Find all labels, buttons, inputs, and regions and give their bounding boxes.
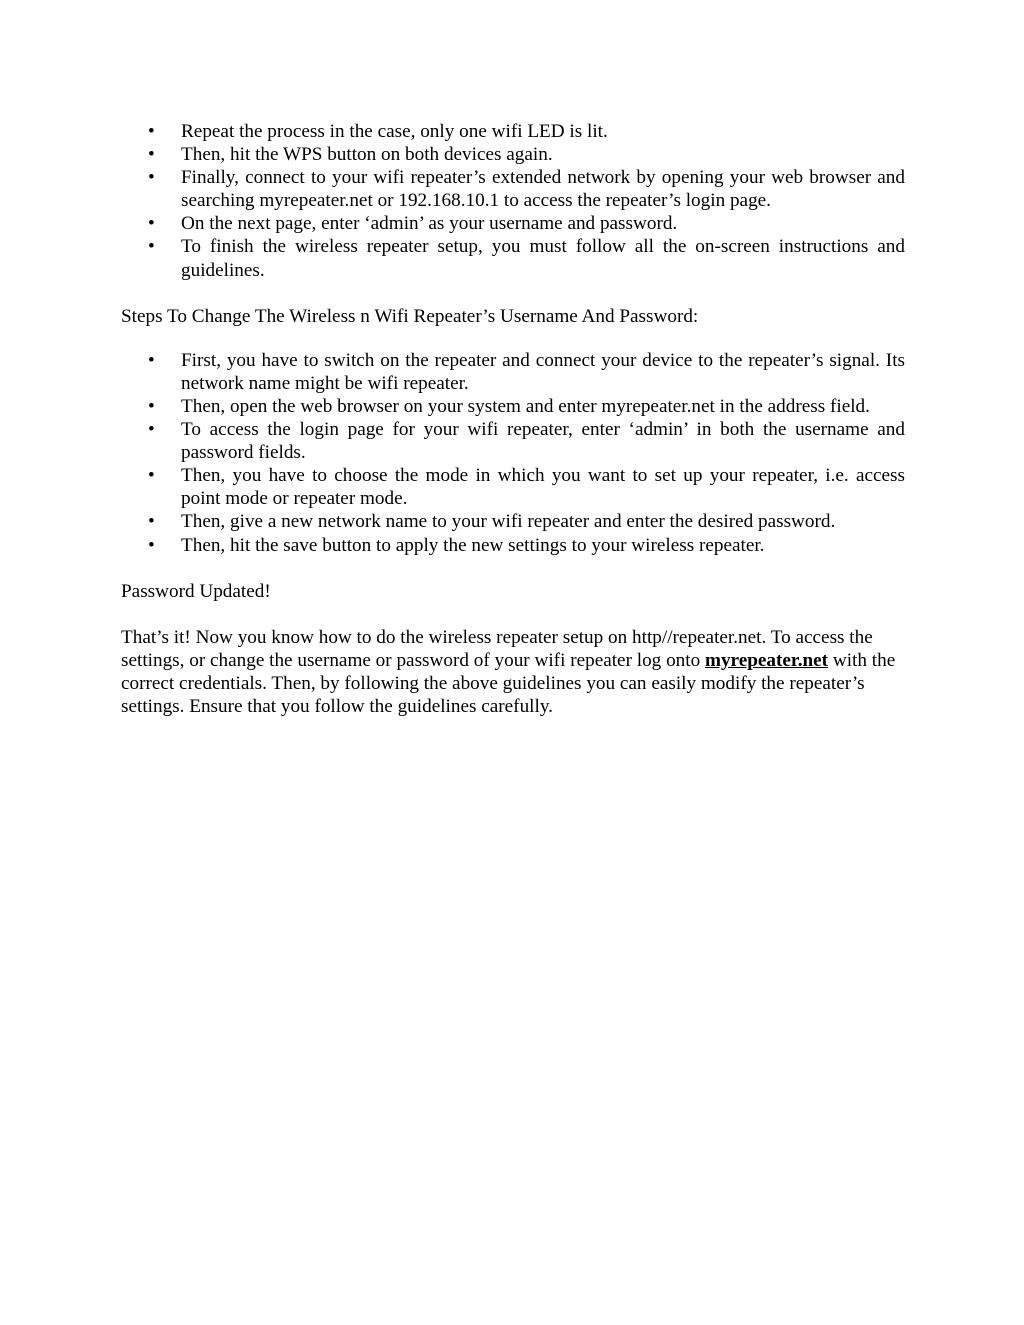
list-item-text: Finally, connect to your wifi repeater’s extended network by opening your web browser and searching myrepeater.net or 192.168.10.1 to access the repeater’s login page. bbox=[181, 167, 905, 212]
list-item-text: Repeat the process in the case, only one wifi LED is lit. bbox=[181, 121, 608, 142]
list-item bbox=[121, 166, 905, 212]
list-item-text: First, you have to switch on the repeater and connect your device to the repeater’s signal. Its network name might be wifi repeater. bbox=[181, 349, 905, 394]
bullet-list-setup bbox=[121, 120, 905, 282]
bullet-icon: • bbox=[148, 349, 155, 371]
bullet-icon: • bbox=[148, 534, 155, 556]
bullet-icon: • bbox=[148, 213, 155, 235]
bullet-icon: • bbox=[148, 167, 155, 189]
list-item bbox=[121, 212, 905, 235]
bullet-icon: • bbox=[148, 236, 155, 258]
list-item bbox=[121, 395, 905, 418]
list-item bbox=[121, 510, 905, 533]
list-item bbox=[121, 143, 905, 166]
list-item bbox=[121, 418, 905, 464]
list-item-text: Then, hit the WPS button on both devices again. bbox=[181, 144, 553, 166]
list-item bbox=[121, 534, 905, 557]
closing-text-after-link: with the correct credentials. Then, by following the above guidelines you can easily modify the repeater’s settings. Ensure that you follow the guidelines carefully. bbox=[121, 649, 896, 717]
list-item bbox=[121, 235, 905, 281]
list-item-text: To access the login page for your wifi repeater, enter ‘admin’ in both the username and password fields. bbox=[181, 419, 905, 464]
bullet-icon: • bbox=[148, 144, 155, 166]
closing-text-before-link: That’s it! Now you know how to do the wireless repeater setup on http//repeater.net. To access the settings, or change the username or password of your wifi repeater log onto bbox=[121, 626, 873, 671]
document-page bbox=[121, 120, 905, 718]
password-updated-text: Password Updated! bbox=[121, 580, 271, 602]
list-item-text: To finish the wireless repeater setup, you must follow all the on-screen instructions and guidelines. bbox=[181, 236, 905, 281]
list-item-text: Then, give a new network name to your wifi repeater and enter the desired password. bbox=[181, 511, 836, 533]
bullet-icon: • bbox=[148, 511, 155, 533]
closing-paragraph bbox=[121, 626, 905, 718]
list-item bbox=[121, 349, 905, 395]
list-item bbox=[121, 464, 905, 510]
list-item-text: On the next page, enter ‘admin’ as your username and password. bbox=[181, 213, 678, 235]
section-heading: Steps To Change The Wireless n Wifi Repeater’s Username And Password: bbox=[121, 305, 699, 327]
bullet-icon: • bbox=[148, 465, 155, 487]
myrepeater-link[interactable]: myrepeater.net bbox=[704, 649, 829, 671]
bullet-icon: • bbox=[148, 395, 155, 417]
list-item-text: Then, hit the save button to apply the new settings to your wireless repeater. bbox=[181, 534, 765, 556]
bullet-icon: • bbox=[148, 121, 155, 142]
list-item-text: Then, open the web browser on your system and enter myrepeater.net in the address field. bbox=[181, 395, 870, 417]
list-item-text: Then, you have to choose the mode in which you want to set up your repeater, i.e. access point mode or repeater mode. bbox=[181, 465, 905, 510]
bullet-icon: • bbox=[148, 419, 155, 441]
bullet-list-change-password bbox=[121, 349, 905, 557]
list-item bbox=[121, 120, 905, 143]
